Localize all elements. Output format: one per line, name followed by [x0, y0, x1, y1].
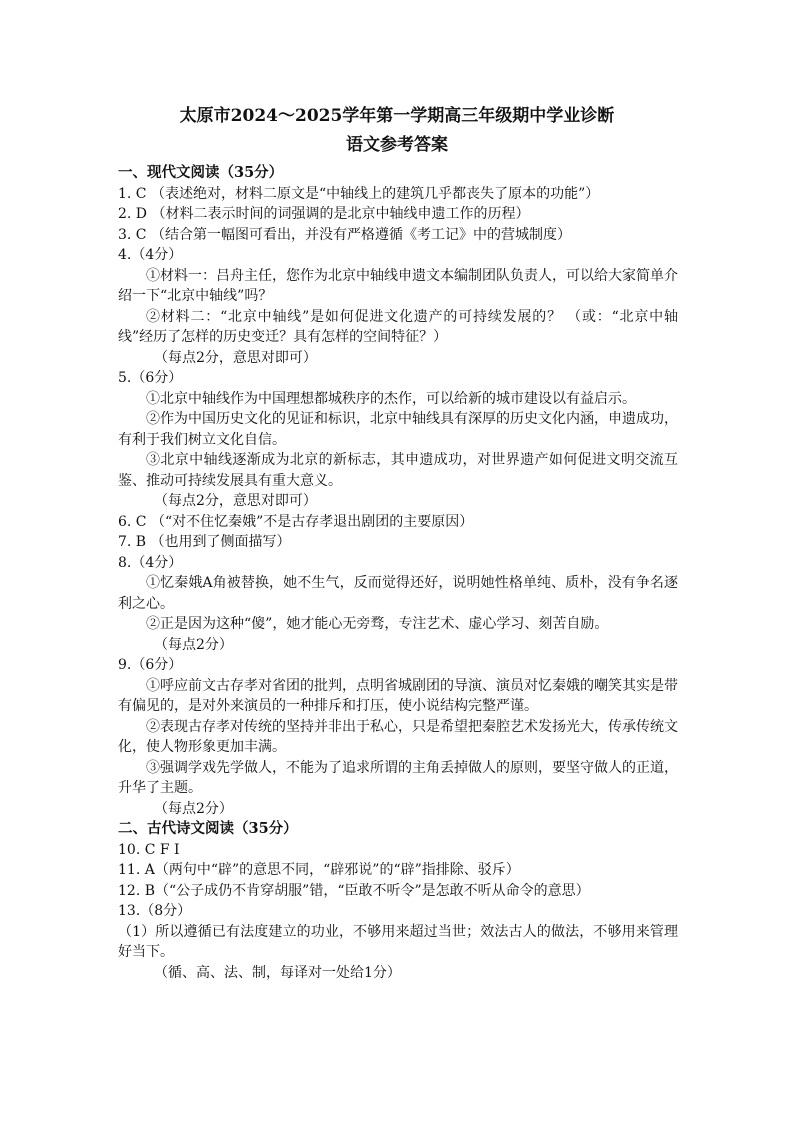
answer-line: 6. C （“对不住忆秦娥”不是古存孝退出剧团的主要原因）: [118, 513, 474, 530]
answer-line: 12. B（“公子成仍不肯穿胡服”错，“臣敢不听令”是怎敢不听从命令的意思）: [118, 882, 590, 899]
answer-line: 13.（8分）: [118, 903, 192, 919]
answer-line: （每点2分）: [154, 800, 233, 817]
answer-line: ①忆秦娥A角被替换，她不生气，反而觉得还好，说明她性格单纯、质朴，没有争名逐利之心。: [118, 575, 678, 612]
answer-line: ①呼应前文古存孝对省团的批判，点明省城剧团的导演、演员对忆秦娥的嘲笑其实是带有偏见的，是对外来演员的一种排斥和打压，使小说结构完整严谨。: [118, 677, 678, 714]
answer-line: （循、高、法、制，每译对一处给1分）: [154, 964, 401, 981]
answer-line: 5.（6分）: [118, 370, 183, 386]
answer-line: ③北京中轴线逐渐成为北京的新标志，其申遗成功，对世界遗产如何促进文明交流互鉴、推动可持续发展具有重大意义。: [118, 452, 678, 489]
answer-line: （1）所以遵循已有法度建立的功业，不够用来超过当世；效法古人的做法，不够用来管理好当下。: [118, 923, 678, 960]
answer-line: （每点2分，意思对即可）: [154, 493, 317, 509]
answer-line: ①北京中轴线作为中国理想都城秩序的杰作，可以给新的城市建设以有益启示。: [146, 390, 636, 407]
document-title: 太原市2024～2025学年第一学期高三年级期中学业诊断: [179, 106, 615, 126]
answer-line: ②作为中国历史文化的见证和标识，北京中轴线具有深厚的历史文化内涵，申遗成功，有利于我们树立文化自信。: [118, 411, 678, 448]
answer-line: 1. C （表述绝对，材料二原文是“中轴线上的建筑几乎都丧失了原本的功能”）: [118, 185, 600, 202]
answer-line: （每点2分，意思对即可）: [154, 349, 317, 366]
answer-line: ②材料二：“北京中轴线”是如何促进文化遗产的可持续发展的？ （或：“北京中轴线”经历了怎样的历史变迁？具有怎样的空间特征？）: [118, 308, 678, 345]
answer-line: ②表现古存孝对传统的坚持并非出于私心，只是希望把秦腔艺术发扬光大，传承传统文化，使人物形象更加丰满。: [118, 718, 678, 755]
answer-line: 4.（4分）: [118, 247, 183, 263]
answer-line: （每点2分）: [154, 636, 233, 653]
answer-line: 3. C （结合第一幅图可看出，并没有严格遵循《考工记》中的营城制度）: [118, 226, 571, 243]
answer-content: [118, 163, 678, 983]
section-heading: 二、古代诗文阅读（35分）: [118, 820, 298, 837]
answer-line: 7. B （也用到了侧面描写）: [118, 534, 291, 550]
answer-line: 9.（6分）: [118, 657, 183, 673]
answer-line: 8.（4分）: [118, 554, 183, 571]
document-subtitle: 语文参考答案: [346, 135, 448, 155]
answer-line: 11. A（两句中“辟”的意思不同，“辟邪说”的“辟”指排除、驳斥）: [118, 862, 520, 878]
section-heading: 一、现代文阅读（35分）: [118, 164, 284, 181]
answer-line: ①材料一：吕舟主任，您作为北京中轴线申遗文本编制团队负责人，可以给大家简单介绍一下“北京中轴线”吗？: [118, 267, 678, 304]
answer-line: ③强调学戏先学做人，不能为了追求所谓的主角丢掉做人的原则，要坚守做人的正道，升华了主题。: [118, 759, 678, 796]
answer-line: 10. C F I: [118, 841, 180, 858]
answer-line: ②正是因为这种“傻”，她才能心无旁骛，专注艺术、虚心学习、刻苦自励。: [146, 616, 609, 632]
answer-line: 2. D （材料二表示时间的词强调的是北京中轴线申遗工作的历程）: [118, 206, 530, 222]
